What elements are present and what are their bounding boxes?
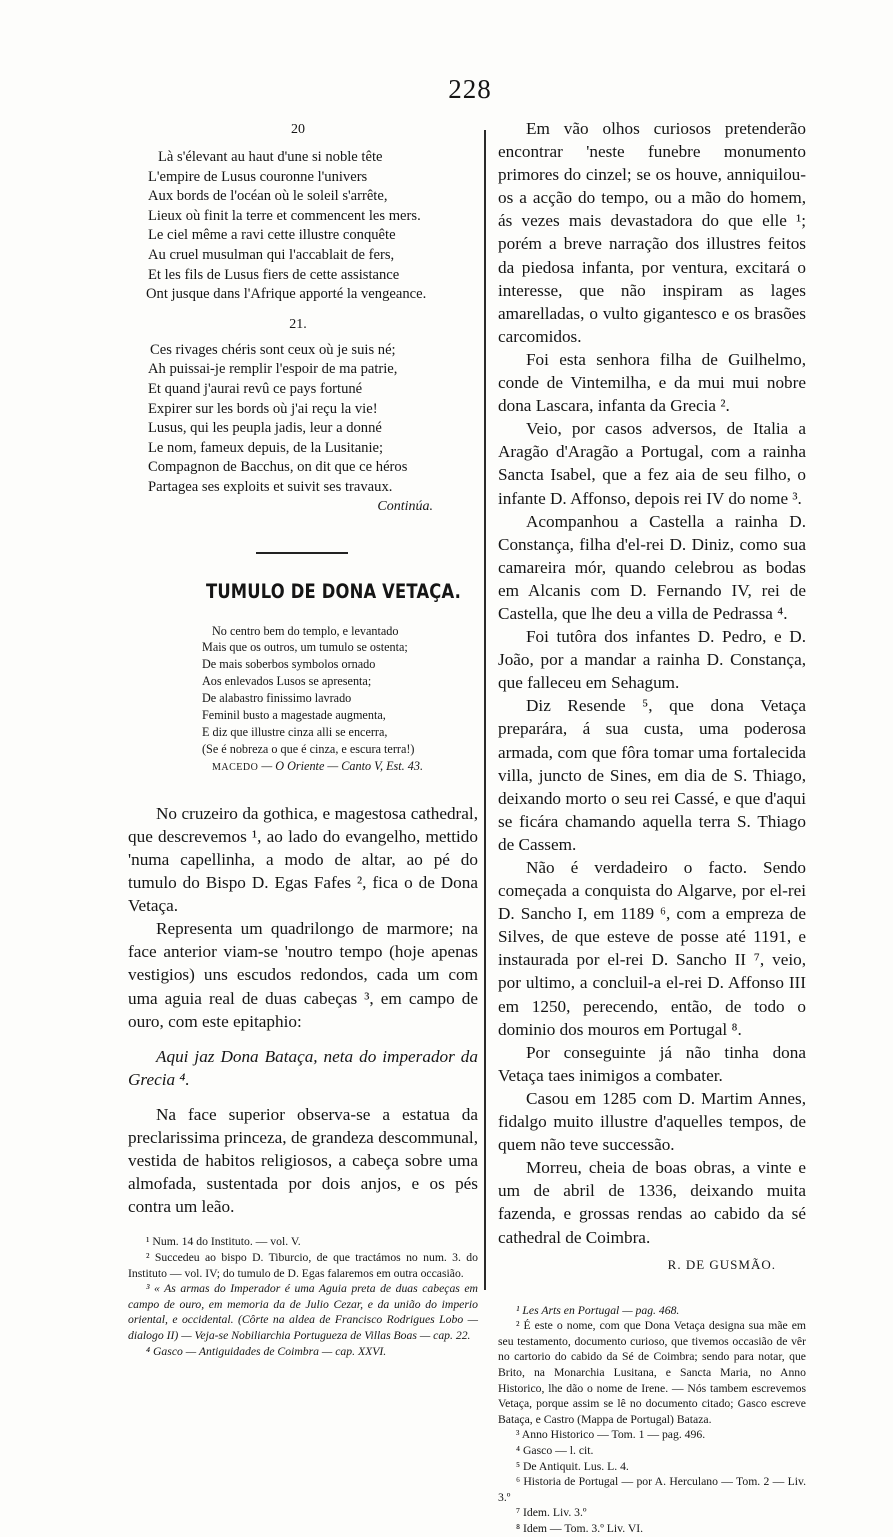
footnotes	[128, 1234, 478, 1359]
epigraph-source	[202, 758, 475, 776]
poem-line: Le nom, fameux depuis, de la Lusitanie;	[148, 439, 384, 456]
poem-stanza	[128, 148, 475, 305]
article-body-continued	[498, 117, 806, 1249]
poem-line: Ah puissai-je remplir l'espoir de ma patrie,	[148, 361, 398, 378]
poem-line: Ces rivages chéris sont ceux où je suis né;	[150, 341, 396, 358]
poem-line: Expirer sur les bords où j'ai reçu la vie!	[148, 400, 378, 417]
poem-line: Aux bords de l'océan où le soleil s'arrête,	[148, 188, 388, 205]
right-column	[498, 117, 806, 1537]
poem-line: Lusus, qui les peupla jadis, leur a donné	[148, 420, 382, 437]
footnote: ² É este o nome, com que Dona Vetaça designa sua mãe em seu testamento, documento curioso, que tivemos occasião de vêr no cartorio do cabido da Sé de Coimbra; sendo para notar, que Brito, na Monarchia Lusitana, e Sancta Maria, no Anno Historico, lhe dão o nome de Irene. — Nós tambem escrevemos Vetaça, porque assim se lê no documento citado; Gasco escreve Bataça, e Castro (Mappa de Portugal) Bataza.	[498, 1319, 806, 1426]
footnote: ⁴ Gasco — l. cit.	[516, 1443, 594, 1457]
epigraph-line: Aos enlevados Lusos se apresenta;	[202, 674, 372, 689]
continued-note: Continúa.	[377, 498, 433, 514]
poem-line: Lieux où finit la terre et commencent les mers.	[148, 207, 421, 224]
footnote: ³ Anno Historico — Tom. 1 — pag. 496.	[516, 1428, 706, 1442]
paragraph: Em vão olhos curiosos pretenderão encontrar 'neste funebre monumento primores do cinzel; se os houve, anniquilou-os a acção do tempo, ou a mão do homem, ás vezes mais devastadora do que elle ¹; porém a breve narração dos illustres feitos da piedosa infanta, por ventura, excitará o interesse, que não inspiram as lages amarelladas, o vulto gigantesco e os brasões carcomidos.	[498, 119, 806, 346]
poem-line: Et quand j'aurai revû ce pays fortuné	[148, 380, 363, 397]
footnote: ¹ Les Arts en Portugal — pag. 468.	[516, 1303, 680, 1317]
poem-line: Et les fils de Lusus fiers de cette assistance	[148, 266, 400, 283]
epigraph-line: E diz que illustre cinza alli se encerra,	[202, 724, 388, 739]
poem-line: Ont jusque dans l'Afrique apporté la vengeance.	[146, 286, 427, 303]
epigraph-line: De mais soberbos symbolos ornado	[202, 657, 376, 672]
poem-line: Le ciel même a ravi cette illustre conquête	[148, 227, 396, 244]
paragraph: Representa um quadrilongo de marmore; na face anterior viam-se 'noutro tempo (hoje apenas vestigios) uns escudos redondos, cada um com uma aguia real de duas cabeças ³, em campo de ouro, com este epitaphio:	[128, 919, 478, 1031]
footnote: ⁶ Historia de Portugal — por A. Herculano — Tom. 2 — Liv. 3.º	[498, 1475, 806, 1504]
paragraph: Na face superior observa-se a estatua da preclarissima princeza, de grandeza descommunal, vestida de habitos religiosos, a cabeça sobre uma almofada, sustentada por dois anjos, e os pés contra um leão.	[128, 1104, 478, 1217]
footnote: ³ « As armas do Imperador é uma Aguia preta de duas cabeças em campo de ouro, em memoria da de Julio Cezar, e da união do imperio oriental, e occidental. (Côrte na aldea de Francisco Rodrigues Lobo — dialogo II) — Veja-se Nobiliarchia Portugueza de Villas Boas — cap. 22.	[128, 1282, 478, 1342]
poem-stanza	[128, 341, 475, 498]
stanza-number: 20	[291, 122, 305, 137]
paragraph: Por conseguinte já não tinha dona Vetaça taes inimigos a combater.	[498, 1042, 806, 1085]
poem-line: Là s'élevant au haut d'une si noble tête	[158, 149, 383, 165]
footnote: ² Succedeu ao bispo D. Tiburcio, de que tractámos no num. 3. do Instituto — vol. IV; do tumulo de D. Egas falaremos em outra occasião.	[128, 1250, 478, 1280]
poem-line: Partagea ses exploits et suivit ses travaux.	[148, 478, 393, 495]
poem-line: L'empire de Lusus couronne l'univers	[148, 168, 368, 185]
footnote: ⁴ Gasco — Antiguidades de Coimbra — cap. XXVI.	[146, 1344, 387, 1358]
article-title: TUMULO DE DONA VETAÇA.	[206, 579, 462, 603]
footnote: ¹ Num. 14 do Instituto. — vol. V.	[146, 1235, 301, 1249]
epigraph-line: Mais que os outros, um tumulo se ostenta;	[202, 640, 408, 655]
section-separator	[256, 552, 348, 554]
paragraph: No cruzeiro da gothica, e magestosa cathedral, que descrevemos ¹, ao lado do evangelho, mettido 'numa capellinha, a modo de altar, ao pé do tumulo do Bispo D. Egas Fafes ², fica o de Dona Vetaça.	[128, 803, 478, 916]
epigraph-line: (Se é nobreza o que é cinza, e escura terra!)	[202, 741, 415, 756]
author-signature: R. DE GUSMÃO.	[667, 1256, 776, 1272]
epitaph: Aqui jaz Dona Bataça, neta do imperador da Grecia ⁴.	[128, 1046, 478, 1089]
paragraph: Foi esta senhora filha de Guilhelmo, conde de Vintemilha, e da mui mui nobre dona Lascara, infanta da Grecia ².	[498, 349, 806, 416]
poem-line: Au cruel musulman qui l'accablait de fers,	[148, 246, 395, 263]
poem-line: Compagnon de Bacchus, on dit que ce héros	[148, 459, 408, 476]
epigraph-line: Feminil busto a magestade augmenta,	[202, 708, 386, 723]
column-divider	[484, 130, 486, 1290]
footnote: ⁷ Idem. Liv. 3.º	[516, 1506, 587, 1520]
footnote: ⁸ Idem — Tom. 3.º Liv. VI.	[516, 1521, 644, 1535]
epigraph-line: No centro bem do templo, e levantado	[212, 623, 399, 638]
epigraph-author: MACEDO	[212, 761, 259, 773]
left-column	[128, 122, 478, 1359]
paragraph: Não é verdadeiro o facto. Sendo começada a conquista do Algarve, por el-rei D. Sancho I, em 1189 ⁶, com a empreza de Silves, de que esteve de posse até 1191, e instaurada por el-rei D. Sancho II ⁷, veio, por ultimo, a concluil-a el-rei D. Affonso III em 1250, perecendo, então, de todo o dominio dos mouros em Portugal ⁸.	[498, 858, 806, 1039]
footnote: ⁵ De Antiquit. Lus. L. 4.	[516, 1459, 629, 1473]
epigraph-work: — O Oriente — Canto V, Est. 43.	[261, 758, 423, 773]
paragraph: Morreu, cheia de boas obras, a vinte e um de abril de 1336, deixando muita fazenda, e grossas rendas ao cabido da sé cathedral de Coimbra.	[498, 1158, 806, 1247]
paragraph: Veio, por casos adversos, de Italia a Aragão d'Aragão a Portugal, com a rainha Sancta Isabel, que a fez aia de seu filho, o infante D. Affonso, depois rei IV do nome ³.	[498, 419, 806, 508]
paragraph: Diz Resende ⁵, que dona Vetaça preparára, á sua custa, uma poderosa armada, com que fôra tomar uma fortalecida villa, juncto de Sines, em dia de S. Thiago, deixando morto o seu rei Cassé, e que d'aqui se ficára chamando aquella terra S. Thiago de Cassem.	[498, 696, 806, 854]
epigraph-line: De alabastro finissimo lavrado	[202, 691, 352, 706]
paragraph: Acompanhou a Castella a rainha D. Constança, filha d'el-rei D. Diniz, como sua camareira mór, quando celebrou as bodas em Alcanis com D. Fernando IV, rei de Castella, que lhe deu a villa de Pedrassa ⁴.	[498, 511, 806, 623]
paragraph: Foi tutôra dos infantes D. Pedro, e D. João, por a mandar a rainha D. Constança, que falleceu em Sehagum.	[498, 627, 806, 693]
page-number: 228	[448, 74, 492, 104]
epigraph	[128, 623, 475, 776]
paragraph: Casou em 1285 com D. Martim Annes, fidalgo muito illustre d'aquelles tempos, de quem não teve successão.	[498, 1088, 806, 1155]
footnotes	[498, 1303, 806, 1537]
stanza-number: 21.	[289, 316, 307, 332]
article-body	[128, 802, 478, 1219]
